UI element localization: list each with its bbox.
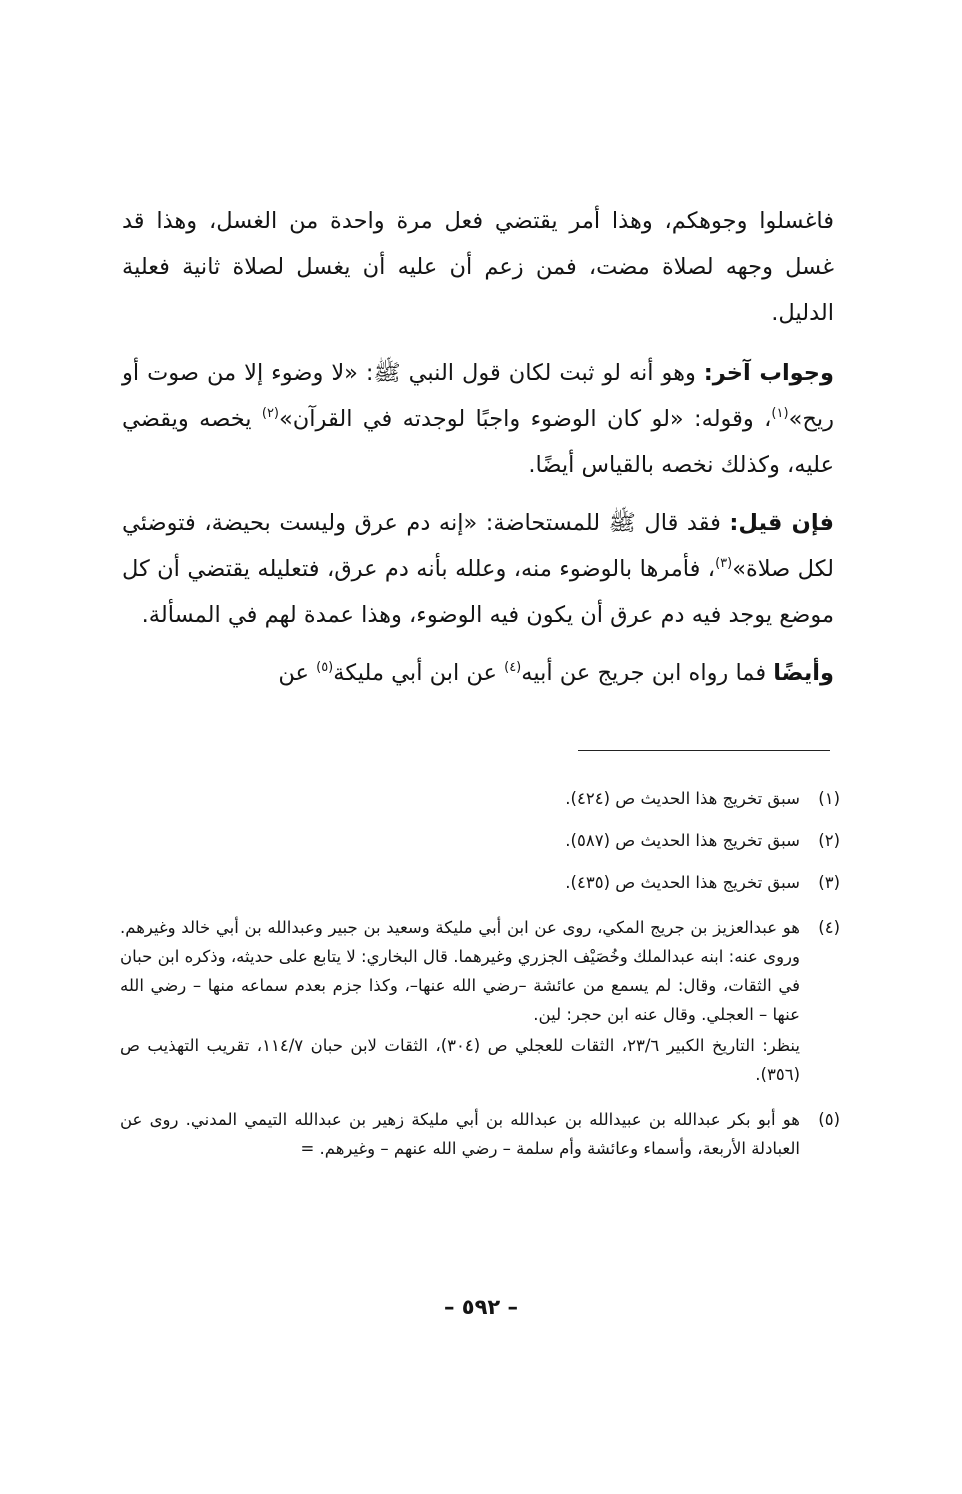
paragraph-3 [122, 500, 834, 638]
paragraph-4-text-b: عن ابن أبي مليكة [333, 660, 505, 686]
paragraph-2 [122, 350, 834, 488]
paragraph-1-text: فاغسلوا وجوهكم، وهذا أمر يقتضي فعل مرة واحدة من الغسل، وهذا قد غسل وجهه لصلاة مضت، فمن زعم أن عليه أن يغسل لصلاة ثانية فعلية الدليل. [122, 208, 834, 326]
footnote-number: (٤) [818, 918, 840, 937]
paragraph-4-text-c: عن [278, 660, 317, 686]
footnote-text: سبق تخريج هذا الحديث ص (٤٣٥). [565, 873, 800, 892]
footnote-number: (٣) [818, 873, 840, 892]
footnote-1 [120, 784, 840, 813]
paragraph-4-lead: وأيضًا [773, 660, 834, 686]
footnote-number: (٥) [818, 1110, 840, 1129]
footnote-ref-1[interactable]: (١) [771, 406, 789, 421]
footnote-ref-5[interactable]: (٥) [316, 660, 334, 675]
paragraph-3-lead: فإن قيل: [729, 510, 835, 536]
paragraph-4 [122, 650, 834, 696]
paragraph-3-text-b: ، فأمرها بالوضوء منه، وعلله بأنه دم عرق، فتعليله يقتضي أن كل موضع يوجد فيه دم عرق أن يكون فيه الوضوء، وهذا عمدة لهم في المسألة. [122, 556, 834, 628]
paragraph-2-text-a: وهو أنه لو ثبت لكان قول النبي ﷺ: «لا وضوء إلا من صوت أو ريح» [122, 360, 834, 432]
footnote-text: سبق تخريج هذا الحديث ص (٥٨٧). [565, 831, 800, 850]
footnote-separator [578, 750, 830, 751]
footnote-number: (١) [818, 789, 840, 808]
footnote-ref-4[interactable]: (٤) [504, 660, 522, 675]
paragraph-4-text-a: فما رواه ابن جريج عن أبيه [521, 660, 774, 686]
footnotes [120, 784, 840, 1179]
paragraph-2-lead: وجواب آخر: [703, 360, 834, 386]
paragraph-3-text-a: فقد قال ﷺ للمستحاضة: «إنه دم عرق وليست بحيضة، فتوضئي لكل صلاة» [122, 510, 835, 582]
paragraph-1 [122, 198, 834, 336]
footnote-ref-2[interactable]: (٢) [261, 406, 279, 421]
footnote-sources: ينظر: التاريخ الكبير ٢٣/٦، الثقات للعجلي ص (٣٠٤)، الثقات لابن حبان ١١٤/٧، تقريب التهذيب ص (٣٥٦). [120, 1036, 801, 1084]
paragraph-2-text-c: يخصه ويقضي عليه، وكذلك نخصه بالقياس أيضًا. [122, 406, 834, 478]
main-text [122, 198, 834, 696]
footnote-text: سبق تخريج هذا الحديث ص (٤٢٤). [565, 789, 800, 808]
footnote-text: هو عبدالعزيز بن جريج المكي، روى عن ابن أبي مليكة وسعيد بن جبير وعبدالله بن أبي خالد وغيرهم. وروى عنه: ابنه عبدالملك وخُصَيْف الجزري وغيرهما. قال البخاري: لا يتابع على حديثه، وذكره ابن حبان في الثقات، وقال: لم يسمع من عائشة –رضي الله عنها–، وكذا جزم بعدم سماعه منها – رضي الله عنها – العجلي. وقال عنه ابن حجر: لين. [120, 918, 800, 1024]
page-number: – ٥٩٢ – [443, 1295, 519, 1319]
footnote-ref-3[interactable]: (٣) [715, 556, 733, 571]
footnote-4 [120, 913, 840, 1089]
footnote-2 [120, 826, 840, 855]
footnote-3 [120, 868, 840, 897]
footnote-number: (٢) [818, 831, 840, 850]
paragraph-2-text-b: ، وقوله: «لو كان الوضوء واجبًا لوجدته في القرآن» [279, 406, 772, 432]
footnote-5 [120, 1105, 840, 1163]
footnote-text: هو أبو بكر عبدالله بن عبيدالله بن عبدالله بن أبي مليكة زهير بن عبدالله التيمي المدني. روى عن العبادلة الأربعة، وأسماء وعائشة وأم سلمة – رضي الله عنهم – وغيرهم. = [120, 1110, 800, 1158]
